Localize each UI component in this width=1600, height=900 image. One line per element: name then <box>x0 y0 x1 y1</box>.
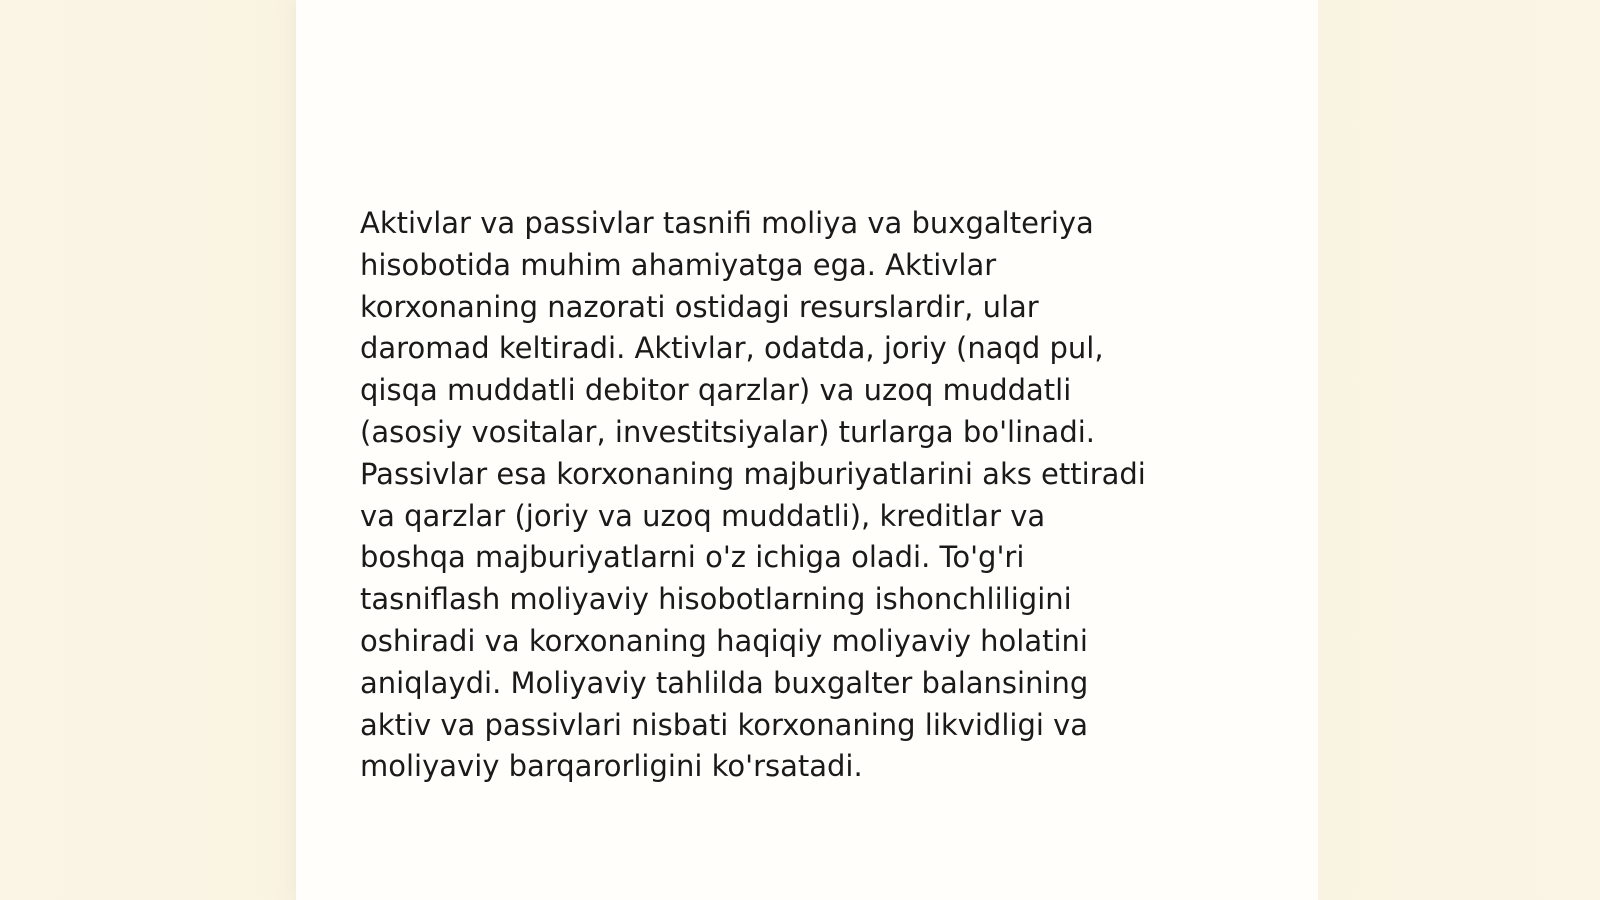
left-background-margin <box>0 0 296 900</box>
right-background-margin <box>1318 0 1600 900</box>
body-paragraph: Aktivlar va passivlar tasnifi moliya va buxgalteriya hisobotida muhim ahamiyatga ega. Aktivlar korxonaning nazorati ostidagi resurslardir, ular daromad keltiradi. Aktivlar, odatda, joriy (naqd pul, qisqa muddatli debitor qarzlar) va uzoq muddatli (asosiy vositalar, investitsiyalar) turlarga bo'linadi. Passivlar esa korxonaning majburiyatlarini aks ettiradi va qarzlar (joriy va uzoq muddatli), kreditlar va boshqa majburiyatlarni o'z ichiga oladi. To'g'ri tasniflash moliyaviy hisobotlarning ishonchliligini oshiradi va korxonaning haqiqiy moliyaviy holatini aniqlaydi. Moliyaviy tahlilda buxgalter balansining aktiv va passivlari nisbati korxonaning likvidligi va moliyaviy barqarorligini ko'rsatadi. <box>360 206 1146 784</box>
slide-page <box>296 0 1318 900</box>
